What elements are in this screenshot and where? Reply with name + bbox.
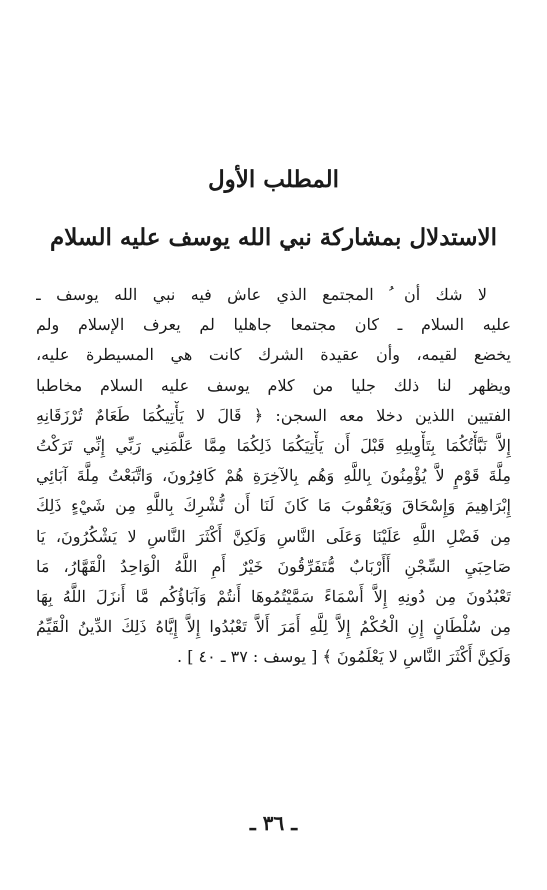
body-line-2: عليه السلام ـ كان مجتمعا جاهليا لم يعرف الإسلام ولم xyxy=(36,315,511,335)
body-line-1: لا شك أن ُ المجتمع الذي عاش فيه نبي الله يوسف ـ xyxy=(36,285,488,304)
body-line-12: مِن سُلْطَانٍ إِنِ الْحُكْمُ إِلاَّ لِلَّهِ أَمَرَ أَلاَّ تَعْبُدُوا إِلاَّ إِيَّاهُ ذَلِكَ الدِّينُ الْقَيِّمُ xyxy=(36,617,511,637)
body-line-10: صَاحِبَيِ السِّجْنِ أَأَرْبَابٌ مُّتَفَرِّقُونَ خَيْرٌ أَمِ اللَّهُ الْوَاحِدُ الْقَهَّارُ، مَا xyxy=(36,556,511,576)
body-text xyxy=(36,280,511,672)
body-line-5: الفتيين اللذين دخلا معه السجن: ﴿ قَالَ لا يَأْتِيكُمَا طَعَامٌ تُرْزَقَانِهِ xyxy=(36,405,511,425)
body-line-11: تَعْبُدُونَ مِن دُونِهِ إِلاَّ أَسْمَاءً سَمَّيْتُمُوهَا أَنتُمْ وَآبَاؤُكُم مَّا أَنزَلَ اللَّهُ بِهَا xyxy=(36,586,511,606)
body-line-6: إِلاَّ نَبَّأْتُكُمَا بِتَأْوِيلِهِ قَبْلَ أَن يَأْتِيَكُمَا ذَلِكُمَا مِمَّا عَلَّمَنِي رَبِّي إِنِّي تَرَكْتُ xyxy=(36,435,511,455)
page-number: ـ ٣٦ ـ xyxy=(249,811,298,835)
body-line-7: مِلَّةَ قَوْمٍ لاَّ يُؤْمِنُونَ بِاللَّهِ وَهُم بِالآخِرَةِ هُمْ كَافِرُونَ، وَاتَّبَعْتُ مِلَّةَ آبَائِي xyxy=(36,466,511,486)
body-line-4: ويظهر لنا ذلك جليا من كلام يوسف عليه السلام مخاطبا xyxy=(36,375,511,395)
body-line-13: وَلَكِنَّ أَكْثَرَ النَّاسِ لا يَعْلَمُونَ ﴾ [ يوسف : ٣٧ ـ ٤٠ ] . xyxy=(177,647,511,667)
body-line-3: يخضع لقيمه، وأن عقيدة الشرك كانت هي المسيطرة عليه، xyxy=(36,345,511,365)
body-line-8: إِبْرَاهِيمَ وَإِسْحَاقَ وَيَعْقُوبَ مَا كَانَ لَنَا أَن نُّشْرِكَ بِاللَّهِ مِن شَيْءٍ ذَلِكَ xyxy=(36,496,511,516)
body-line-9: مِن فَضْلِ اللَّهِ عَلَيْنَا وَعَلَى النَّاسِ وَلَكِنَّ أَكْثَرَ النَّاسِ لا يَشْكُرُونَ، يَا xyxy=(36,526,511,546)
section-subtitle: الاستدلال بمشاركة نبي الله يوسف عليه السلام xyxy=(50,224,497,251)
section-title: المطلب الأول xyxy=(207,166,340,193)
